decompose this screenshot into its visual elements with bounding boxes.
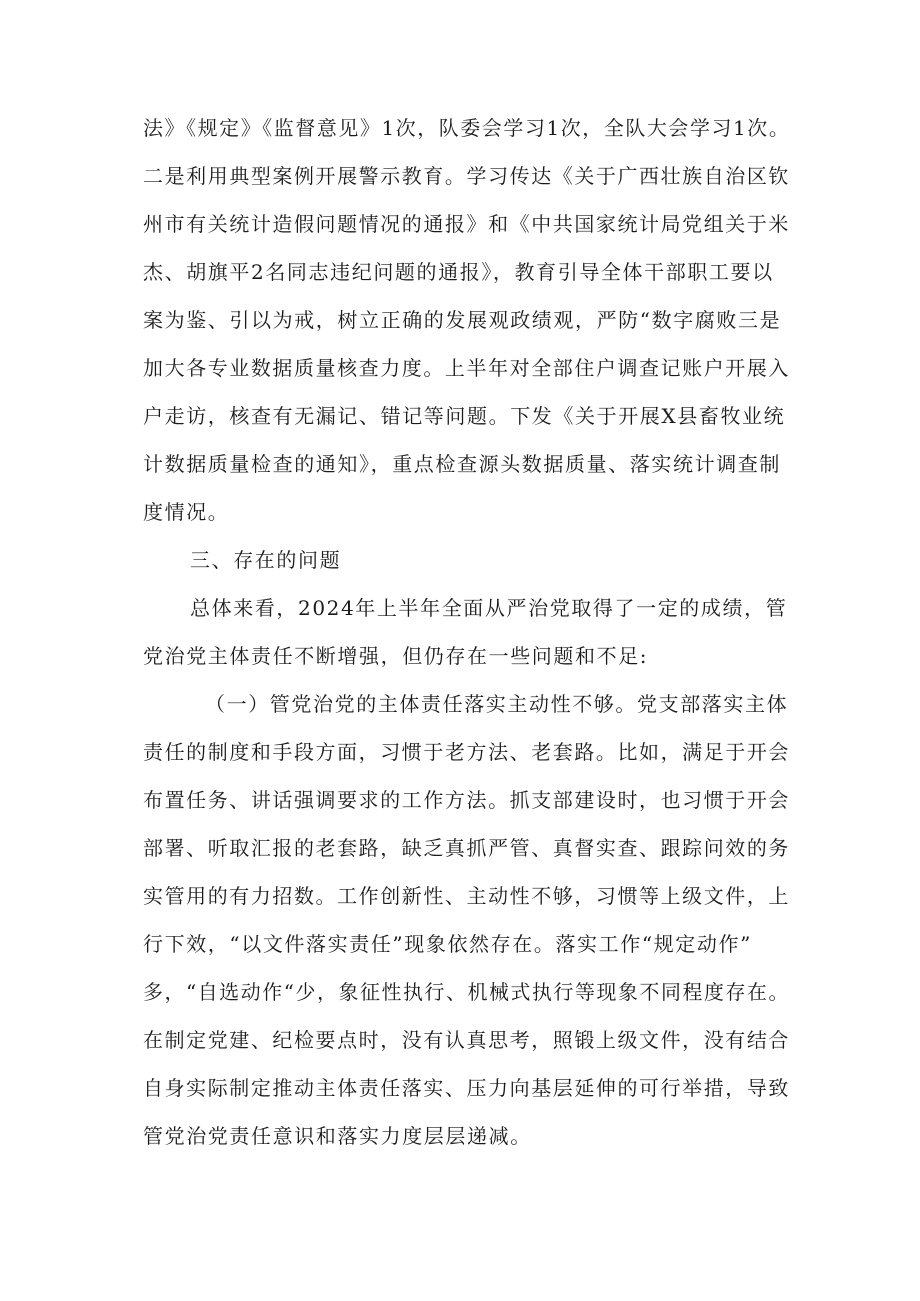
text-line-17: 实管用的有力招数。工作创新性、主动性不够，习惯等上级文件，上 [143,884,790,908]
text-line-3: 州市有关统计造假问题情况的通报》和《中共国家统计局党组关于米 [143,212,790,236]
text-line-2: 二是利用典型案例开展警示教育。学习传达《关于广西壮族自治区钦 [143,164,790,188]
text-line-21: 自身实际制定推动主体责任落实、压力向基层延伸的可行举措，导致 [143,1076,790,1100]
section-heading: 三、存在的问题 [190,548,342,572]
text-line-16: 部署、听取汇报的老套路，缺乏真抓严管、真督实查、跟踪问效的务 [143,836,790,860]
text-line-22: 管党治党责任意识和落实力度层层递减。 [143,1124,532,1148]
text-line-19: 多，“自选动作“少，象征性执行、机械式执行等现象不同程度存在。 [143,980,791,1004]
text-line-11: 总体来看，2024年上半年全面从严治党取得了一定的成绩，管 [190,596,788,620]
text-line-4: 杰、胡旗平2名同志违纪问题的通报》，教育引导全体干部职工要以 [143,260,774,284]
text-line-7: 户走访，核查有无漏记、错记等问题。下发《关于开展X县畜牧业统 [143,404,786,428]
text-line-9: 度情况。 [143,500,230,524]
text-line-20: 在制定党建、纪检要点时，没有认真思考，照锻上级文件，没有结合 [143,1028,790,1052]
text-line-12: 党治党主体责任不断增强，但仍存在一些问题和不足: [143,644,649,668]
text-line-6: 加大各专业数据质量核查力度。上半年对全部住户调查记账户开展入 [143,356,790,380]
text-line-5: 案为鉴、引以为戒，树立正确的发展观政绩观，严防“数字腐败三是 [143,308,782,332]
text-line-18: 行下效，“以文件落实责任”现象依然存在。落实工作“规定动作” [143,932,752,956]
text-line-1: 法》《规定》《监督意见》1次，队委会学习1次，全队大会学习1次。 [143,116,791,140]
text-line-14: 责任的制度和手段方面，习惯于老方法、老套路。比如，满足于开会 [143,740,790,764]
text-line-15: 布置任务、讲话强调要求的工作方法。抓支部建设时，也习惯于开会 [143,788,790,812]
text-line-8: 计数据质量检查的通知》，重点检查源头数据质量、落实统计调查制 [143,452,781,476]
subsection-heading: （一）管党治党的主体责任落实主动性不够。党支部落实主体 [205,692,789,716]
